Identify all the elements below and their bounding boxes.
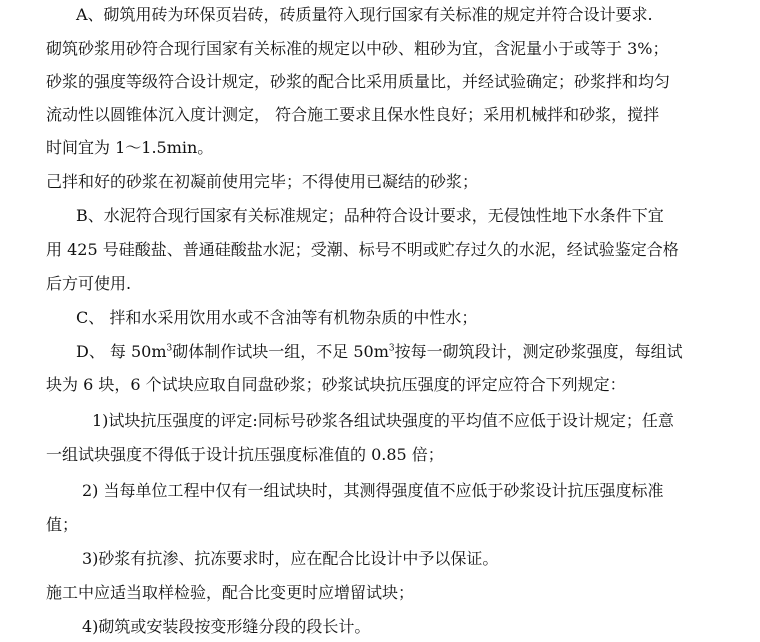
item-1-line-1: 1)试块抗压强度的评定:同标号砂浆各组试块强度的平均值不应低于设计规定；任意 bbox=[92, 411, 674, 430]
paragraph-d-line-1 bbox=[76, 342, 683, 362]
paragraph-a-line-4: 流动性以圆锥体沉入度计测定， 符合施工要求且保水性良好；采用机械拌和砂浆，搅拌 bbox=[46, 105, 660, 124]
paragraph-b-line-1: B、水泥符合现行国家有关标准规定；品种符合设计要求，无侵蚀性地下水条件下宜 bbox=[76, 206, 664, 225]
item-1-line-2: 一组试块强度不得低于设计抗压强度标准值的 0.85 倍； bbox=[46, 445, 444, 464]
paragraph-d-line-1-part-c: 按每一砌筑段计，测定砂浆强度，每组试 bbox=[394, 342, 683, 361]
paragraph-c-line-1: C、 拌和水采用饮用水或不含油等有机物杂质的中性水； bbox=[76, 308, 478, 327]
paragraph-d-line-1-part-a: D、 每 50m bbox=[76, 342, 167, 361]
paragraph-a-line-1: A、砌筑用砖为环保页岩砖，砖质量符入现行国家有关标准的规定并符合设计要求. bbox=[76, 5, 653, 24]
paragraph-a-line-6: 己拌和好的砂浆在初凝前使用完毕；不得使用已凝结的砂浆； bbox=[46, 172, 479, 191]
cubic-superscript: 3 bbox=[388, 343, 395, 354]
cubic-superscript: 3 bbox=[166, 343, 173, 354]
item-3-line-1: 3)砂浆有抗渗、抗冻要求时，应在配合比设计中予以保证。 bbox=[82, 549, 499, 568]
paragraph-a-line-5: 时间宜为 1～1.5min。 bbox=[46, 138, 214, 157]
paragraph-b-line-3: 后方可使用. bbox=[46, 274, 132, 293]
item-4-line-1: 4)砌筑或安装段按变形缝分段的段长计。 bbox=[82, 617, 371, 636]
paragraph-a-line-2: 砌筑砂浆用砂符合现行国家有关标准的规定以中砂、粗砂为宜，含泥量小于或等于 3%； bbox=[46, 39, 669, 58]
item-3-line-2: 施工中应适当取样检验，配合比变更时应增留试块； bbox=[46, 583, 415, 602]
paragraph-a-line-3: 砂浆的强度等级符合设计规定，砂浆的配合比采用质量比，并经试验确定；砂浆拌和均匀 bbox=[46, 72, 671, 91]
paragraph-d-line-1-part-b: 砌体制作试块一组，不足 50m bbox=[172, 342, 389, 361]
item-2-line-1: 2) 当每单位工程中仅有一组试块时，其测得强度值不应低于砂浆设计抗压强度标准 bbox=[82, 481, 664, 500]
paragraph-d-line-2: 块为 6 块，6 个试块应取自同盘砂浆；砂浆试块抗压强度的评定应符合下列规定： bbox=[46, 375, 626, 394]
paragraph-b-line-2: 用 425 号硅酸盐、普通硅酸盐水泥；受潮、标号不明或贮存过久的水泥，经试验鉴定合格 bbox=[46, 240, 679, 259]
item-2-line-2: 值； bbox=[46, 515, 79, 534]
